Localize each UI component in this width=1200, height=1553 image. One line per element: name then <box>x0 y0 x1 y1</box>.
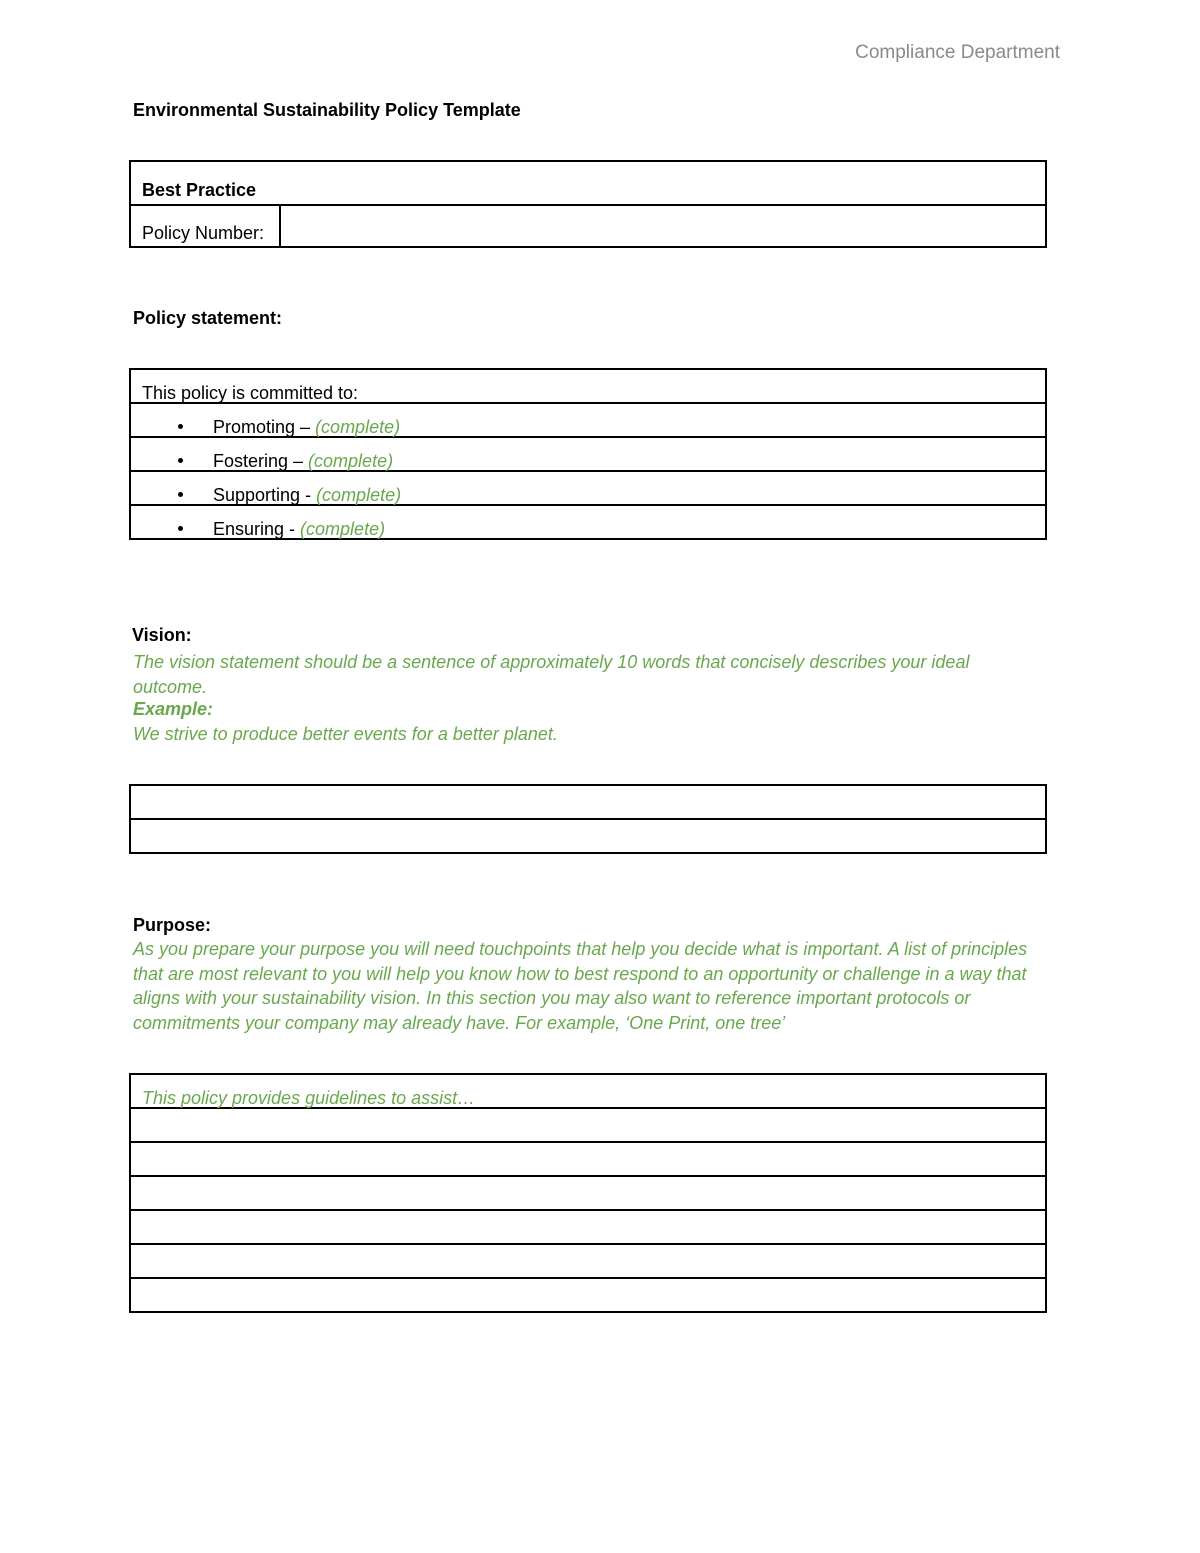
vision-example-label: Example: <box>133 699 214 719</box>
vision-example-text: We strive to produce better events for a better planet. <box>133 724 558 744</box>
vision-table <box>129 784 1047 854</box>
purpose-input-row[interactable] <box>130 1278 1046 1312</box>
policy-statement-heading: Policy statement: <box>133 308 283 328</box>
commitment-item[interactable] <box>130 471 1046 505</box>
vision-heading: Vision: <box>132 625 192 645</box>
commitment-placeholder[interactable]: (complete) <box>316 485 402 505</box>
bullet-icon <box>178 458 183 463</box>
commitment-placeholder[interactable]: (complete) <box>315 417 401 437</box>
best-practice-table <box>129 160 1047 248</box>
purpose-table <box>129 1073 1047 1313</box>
vision-input-row[interactable] <box>130 785 1046 819</box>
commitment-label: Ensuring - <box>213 519 301 539</box>
commitment-label: Fostering – <box>213 451 309 471</box>
purpose-placeholder-row[interactable]: This policy provides guidelines to assist… <box>130 1074 1046 1108</box>
purpose-input-row[interactable] <box>130 1142 1046 1176</box>
commitment-placeholder[interactable]: (complete) <box>308 451 394 471</box>
commitment-item[interactable] <box>130 505 1046 539</box>
purpose-guidance: As you prepare your purpose you will need touchpoints that help you decide what is important. A list of principles that are most relevant to you will help you know how to best respond to an opportunity or challenge in a way that aligns with your sustainability vision. In this section you may also want to reference important protocols or commitments your company may already have. For example, ‘One Print, one tree’ <box>133 939 1028 1033</box>
commitment-label: Supporting - <box>213 485 317 505</box>
commitments-intro: This policy is committed to: <box>130 369 1046 403</box>
bullet-icon <box>178 492 183 497</box>
commitment-item[interactable] <box>130 403 1046 437</box>
best-practice-heading: Best Practice <box>130 161 1046 205</box>
bullet-icon <box>178 424 183 429</box>
commitment-placeholder[interactable]: (complete) <box>300 519 386 539</box>
purpose-input-row[interactable] <box>130 1210 1046 1244</box>
department-header: Compliance Department <box>855 42 1060 63</box>
purpose-heading: Purpose: <box>133 915 212 935</box>
policy-number-field[interactable] <box>280 205 1046 247</box>
commitment-label: Promoting – <box>213 417 316 437</box>
commitment-item[interactable] <box>130 437 1046 471</box>
policy-number-label: Policy Number: <box>130 205 280 247</box>
purpose-input-row[interactable] <box>130 1176 1046 1210</box>
purpose-input-row[interactable] <box>130 1108 1046 1142</box>
bullet-icon <box>178 526 183 531</box>
document-title: Environmental Sustainability Policy Template <box>133 100 521 120</box>
commitments-table <box>129 368 1047 540</box>
vision-guidance: The vision statement should be a sentence of approximately 10 words that concisely describes your ideal outcome. <box>133 652 970 697</box>
vision-input-row[interactable] <box>130 819 1046 853</box>
purpose-input-row[interactable] <box>130 1244 1046 1278</box>
